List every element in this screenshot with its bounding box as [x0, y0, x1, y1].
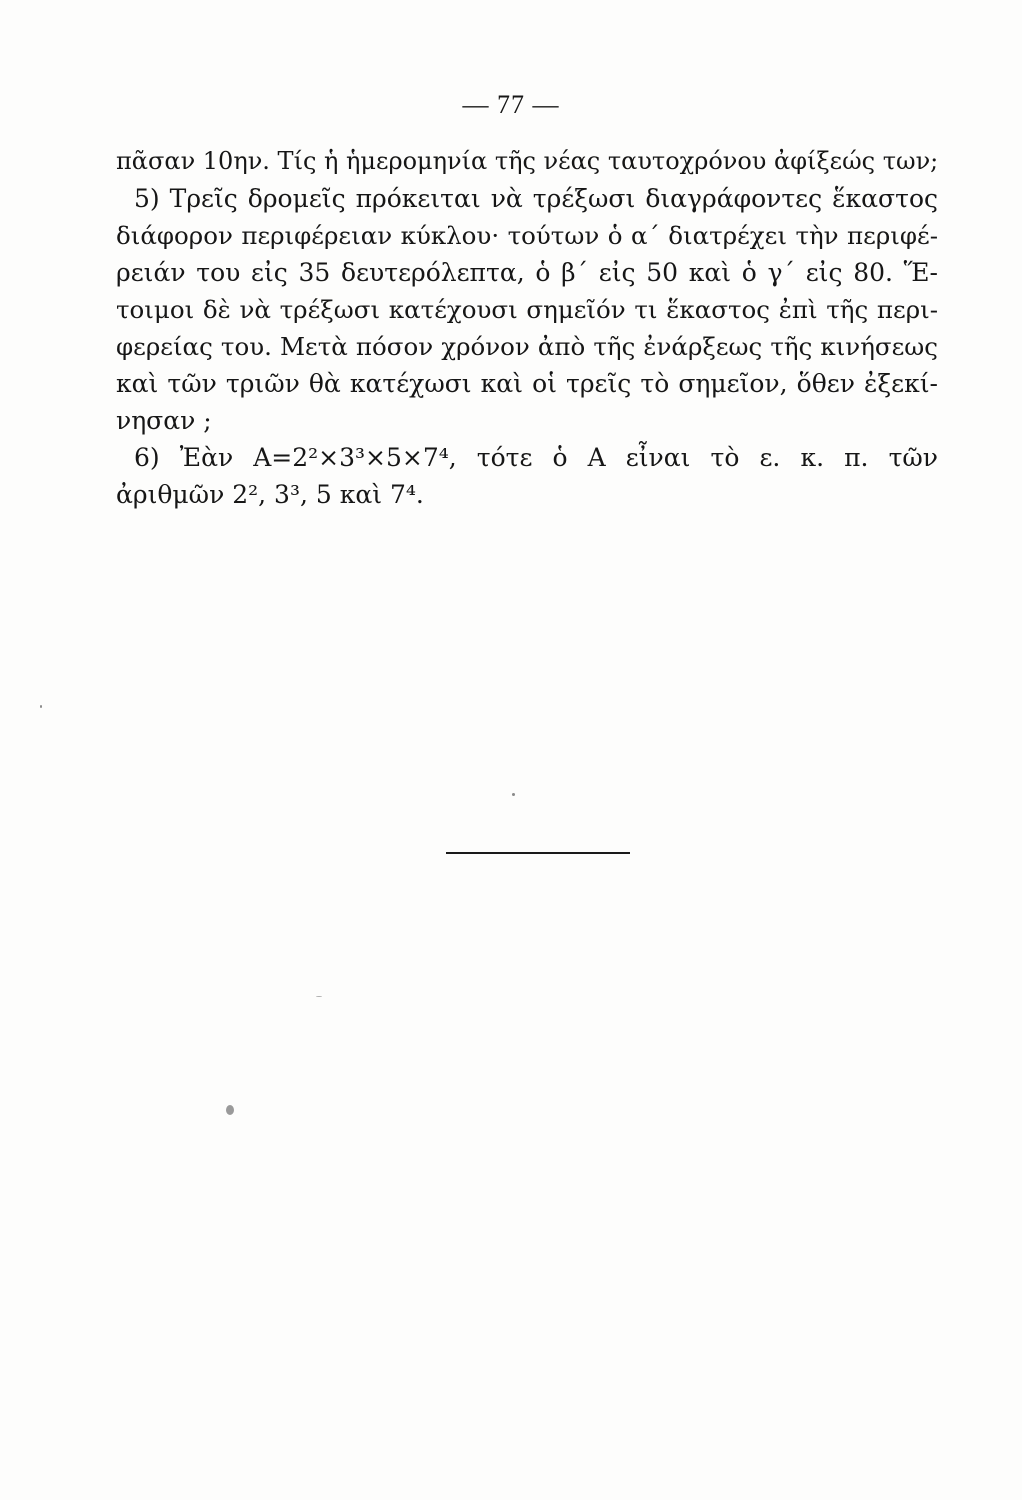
text-line: καὶ τῶν τριῶν θὰ κατέχωσι καὶ οἱ τρεῖς τὸ σημεῖον, ὅθεν ἐξεκί-	[116, 369, 938, 398]
text-line: νησαν ;	[116, 406, 212, 435]
text-line: ἀριθμῶν 2², 3³, 5 καὶ 7⁴.	[116, 480, 424, 509]
ink-speck	[316, 996, 322, 997]
ink-speck	[512, 793, 515, 796]
problem-5-line: 5) Τρεῖς δρομεῖς πρόκειται νὰ τρέξωσι διαγράφοντες ἕκαστος	[134, 184, 938, 213]
text-line: διάφορον περιφέρειαν κύκλου· τούτων ὁ α΄ διατρέχει τὴν περιφέ-	[116, 221, 938, 250]
page-number: — 77 —	[462, 90, 560, 119]
section-divider	[446, 852, 630, 854]
problem-6-line: 6) Ἐὰν Α=2²×3³×5×7⁴, τότε ὁ Α εἶναι τὸ ε. κ. π. τῶν	[134, 443, 938, 472]
text-line: τοιμοι δὲ νὰ τρέξωσι κατέχουσι σημεῖόν τι ἕκαστος ἐπὶ τῆς περι-	[116, 295, 938, 324]
body-text	[116, 143, 938, 513]
text-line: πᾶσαν 10ην. Τίς ἡ ἡμερομηνία τῆς νέας ταυτοχρόνου ἀφίξεώς των;	[116, 147, 939, 175]
ink-speck	[226, 1105, 234, 1115]
text-line: φερείας του. Μετὰ πόσον χρόνον ἀπὸ τῆς ἐνάρξεως τῆς κινήσεως	[116, 332, 938, 361]
ink-speck	[40, 705, 42, 708]
text-line: ρειάν του εἰς 35 δευτερόλεπτα, ὁ β΄ εἰς 50 καὶ ὁ γ΄ εἰς 80. Ἕ-	[116, 258, 938, 287]
